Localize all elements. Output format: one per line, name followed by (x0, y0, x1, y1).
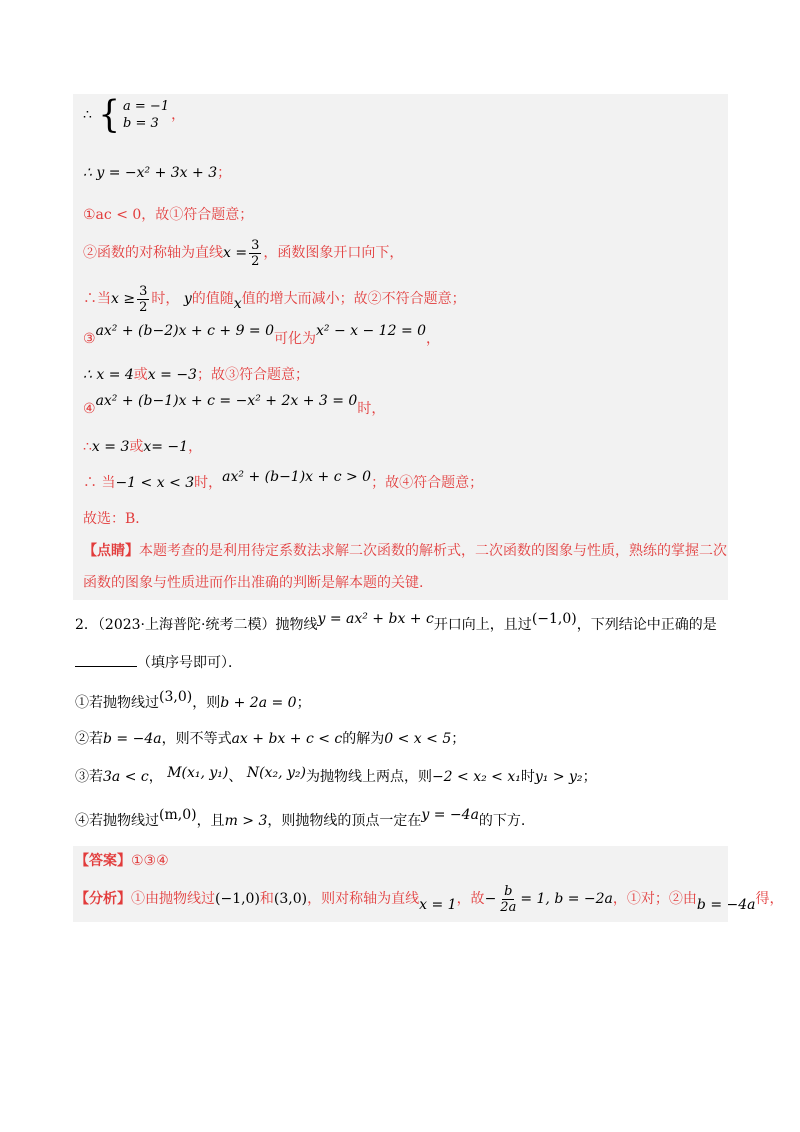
option-2: ②若b = −4a，则不等式ax + bx + c < c的解为0 < x < 5； (75, 731, 466, 747)
answer-blank[interactable] (75, 652, 137, 667)
item-2b: ∴当x ≥ $\frac{3}{2}$ 时， y的值随x值的增大而减小；故②不符合题意； (83, 283, 466, 315)
item-3b: ∴ x = 4或x = −3；故③符合题意； (83, 367, 309, 383)
fraction-3-2-b: $\frac{3}{2}$ (139, 283, 148, 315)
system-row-b: b = 3 (123, 116, 159, 131)
eq-y-line: ∴ y = −x² + 3x + 3； (83, 165, 232, 181)
answer-line: 【答案】①③④ (75, 853, 169, 869)
item-4b: ∴x = 3或x= −1， (83, 439, 203, 455)
item-2: ②函数的对称轴为直线x = $\frac{3}{2}$ ，函数图象开口向下， (83, 237, 404, 269)
item-1: ①ac < 0，故①符合题意； (83, 207, 254, 223)
item-4c: ∴ 当−1 < x < 3时，ax² + (b−1)x + c > 0；故④符合题意； (83, 469, 484, 491)
solution-block (73, 94, 728, 600)
equation-system: { a = −1 b = 3 (98, 93, 170, 137)
system-row-a: a = −1 (123, 99, 170, 114)
item-4: ④ax² + (b−1)x + c = −x² + 2x + 3 = 0时， (83, 393, 386, 417)
comment-line-1: 【点睛】本题考查的是利用待定系数法求解二次函数的解析式，二次函数的图象与性质，熟练的掌握二次 (83, 543, 727, 559)
fraction-3-2: $\frac{3}{2}$ (251, 237, 260, 269)
system-line: ∴ { a = −1 b = 3 ， (83, 93, 186, 137)
fraction-b-2a: $\frac{b}{2a}$ (500, 883, 517, 915)
answer-block (73, 846, 784, 922)
question-blank-line: （填序号即可）． (75, 652, 728, 674)
option-1: ①若抛物线过(3,0)，则b + 2a = 0； (75, 689, 311, 711)
question-2 (73, 611, 728, 832)
option-3: ③若3a < c， M(x₁, y₁)、 N(x₂, y₂)为抛物线上两点，则−2 < x₂ < x₁时y₁ > y₂； (75, 765, 597, 785)
question-stem: 2．（2023·上海普陀·统考二模）抛物线y = ax² + bx + c开口向上，且过(−1,0)，下列结论中正确的是 (75, 611, 717, 633)
option-4: ④若抛物线过(m,0)，且m > 3，则抛物线的顶点一定在y = −4a的下方. (75, 807, 526, 829)
comment-line-2: 函数的图象与性质进而作出准确的判断是解本题的关键. (83, 575, 424, 591)
document-page (73, 93, 784, 922)
item-3: ③ax² + (b−2)x + c + 9 = 0可化为x² − x − 12 = 0， (83, 323, 441, 347)
analysis-line: 【分析】①由抛物线过(−1,0)和(3,0)，则对称轴为直线x = 1，故− $\frac{b}{2a}$ = 1, b = −2a，①对；②由b = −4a得， (75, 883, 784, 915)
choice-line: 故选：B． (83, 511, 150, 527)
